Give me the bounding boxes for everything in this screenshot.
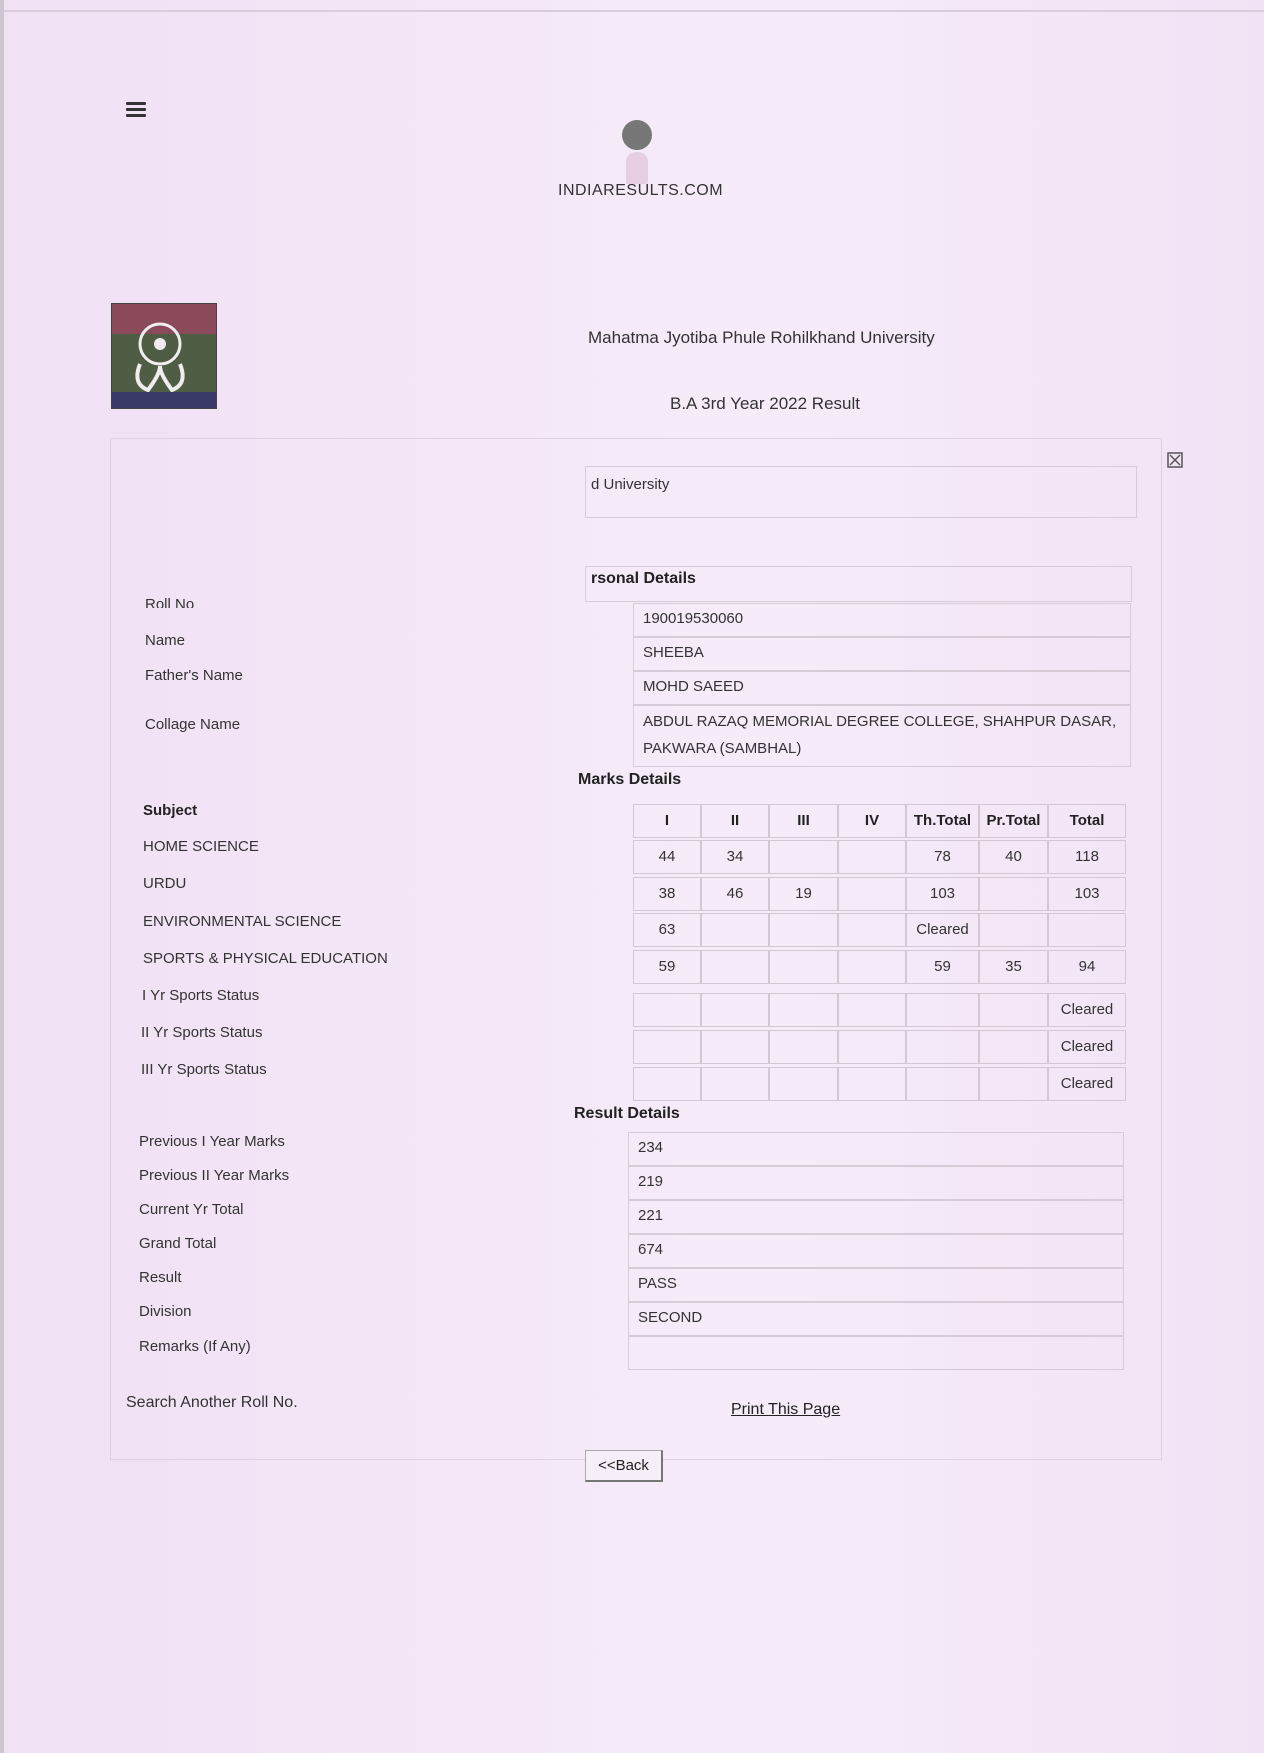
marks-col-header: II: [701, 804, 769, 838]
label-father-name: Father's Name: [145, 667, 243, 684]
value-college-name: [633, 705, 1131, 767]
result-value: 674: [628, 1234, 1124, 1268]
marks-subject-label: SPORTS & PHYSICAL EDUCATION: [143, 950, 388, 967]
result-label: Current Yr Total: [139, 1201, 244, 1218]
marks-cell: 94: [1048, 950, 1126, 984]
university-partial-text: d University: [591, 476, 670, 493]
marks-cell: [633, 993, 701, 1027]
college-name-line2: PAKWARA (SAMBHAL): [643, 740, 802, 757]
marks-cell: [769, 993, 838, 1027]
marks-cell: 46: [701, 877, 769, 911]
marks-cell: [838, 877, 906, 911]
marks-cell: [838, 1030, 906, 1064]
marks-cell: Cleared: [1048, 1030, 1126, 1064]
value-father-name: MOHD SAEED: [633, 671, 1131, 705]
marks-subject-label: III Yr Sports Status: [141, 1061, 267, 1078]
marks-cell: 103: [906, 877, 979, 911]
result-details-heading: Result Details: [574, 1105, 680, 1122]
exam-title: B.A 3rd Year 2022 Result: [670, 394, 860, 413]
search-another-roll-link[interactable]: Search Another Roll No.: [126, 1394, 298, 1411]
marks-subject-label: ENVIRONMENTAL SCIENCE: [143, 913, 342, 930]
marks-cell: Cleared: [1048, 1067, 1126, 1101]
scan-edge-left: [0, 0, 4, 1753]
marks-cell: [633, 1067, 701, 1101]
marks-subject-label: URDU: [143, 875, 187, 892]
marks-cell: Cleared: [1048, 993, 1126, 1027]
marks-cell: [769, 1030, 838, 1064]
scan-edge-top: [0, 10, 1264, 12]
marks-cell: Cleared: [906, 913, 979, 947]
label-name: Name: [145, 632, 186, 649]
marks-cell: 59: [633, 950, 701, 984]
marks-subject-label: HOME SCIENCE: [143, 838, 259, 855]
marks-cell: [906, 1030, 979, 1064]
marks-cell: 118: [1048, 840, 1126, 874]
marks-cell: [633, 1030, 701, 1064]
marks-cell: 78: [906, 840, 979, 874]
marks-cell: [838, 993, 906, 1027]
value-roll-no: 190019530060: [633, 603, 1131, 637]
result-value: 219: [628, 1166, 1124, 1200]
marks-cell: [838, 913, 906, 947]
marks-subject-label: I Yr Sports Status: [142, 987, 260, 1004]
marks-cell: [979, 1030, 1048, 1064]
marks-cell: [701, 913, 769, 947]
marks-col-header: Total: [1048, 804, 1126, 838]
print-page-link[interactable]: Print This Page: [731, 1401, 841, 1418]
university-emblem: [111, 303, 217, 409]
close-icon[interactable]: [1167, 452, 1183, 468]
marks-col-header: Th.Total: [906, 804, 979, 838]
result-label: Previous II Year Marks: [139, 1167, 290, 1184]
result-label: Remarks (If Any): [139, 1338, 251, 1355]
marks-cell: 38: [633, 877, 701, 911]
value-name: SHEEBA: [633, 637, 1131, 671]
subject-header: Subject: [143, 802, 198, 819]
result-value: PASS: [628, 1268, 1124, 1302]
marks-col-header: III: [769, 804, 838, 838]
marks-cell: [701, 993, 769, 1027]
marks-cell: [769, 913, 838, 947]
marks-cell: [701, 1067, 769, 1101]
marks-cell: 19: [769, 877, 838, 911]
marks-cell: [1048, 913, 1126, 947]
site-logo-mark-icon: [620, 118, 654, 184]
result-value: 221: [628, 1200, 1124, 1234]
label-roll-no: Roll No: [145, 596, 195, 608]
result-label: Result: [139, 1269, 182, 1286]
marks-cell: 34: [701, 840, 769, 874]
marks-cell: [701, 950, 769, 984]
marks-cell: [769, 1067, 838, 1101]
marks-cell: 40: [979, 840, 1048, 874]
personal-details-heading: rsonal Details: [591, 570, 696, 587]
marks-cell: 59: [906, 950, 979, 984]
label-college-name: Collage Name: [145, 716, 241, 733]
marks-cell: [769, 840, 838, 874]
marks-cell: [979, 877, 1048, 911]
marks-cell: 44: [633, 840, 701, 874]
marks-cell: [838, 840, 906, 874]
marks-cell: [979, 1067, 1048, 1101]
marks-cell: [906, 1067, 979, 1101]
site-logo-text: INDIARESULTS.COM: [558, 182, 724, 199]
result-value: 234: [628, 1132, 1124, 1166]
marks-col-header: Pr.Total: [979, 804, 1048, 838]
university-title: Mahatma Jyotiba Phule Rohilkhand University: [588, 328, 935, 347]
result-value: SECOND: [628, 1302, 1124, 1336]
site-logo[interactable]: [558, 118, 724, 208]
marks-cell: 35: [979, 950, 1048, 984]
result-label: Grand Total: [139, 1235, 217, 1252]
result-label: Previous I Year Marks: [139, 1133, 285, 1150]
marks-details-heading: Marks Details: [578, 771, 682, 788]
result-label: Division: [139, 1303, 192, 1320]
marks-col-header: I: [633, 804, 701, 838]
marks-cell: [979, 913, 1048, 947]
menu-icon[interactable]: [126, 102, 146, 118]
college-name-line1: ABDUL RAZAQ MEMORIAL DEGREE COLLEGE, SHAHPUR DASAR,: [643, 713, 1117, 730]
back-button[interactable]: <<Back: [585, 1450, 663, 1482]
marks-cell: 63: [633, 913, 701, 947]
marks-cell: [838, 950, 906, 984]
marks-col-header: IV: [838, 804, 906, 838]
marks-cell: [838, 1067, 906, 1101]
marks-cell: [906, 993, 979, 1027]
marks-subject-label: II Yr Sports Status: [141, 1024, 263, 1041]
marks-cell: [979, 993, 1048, 1027]
result-value: [628, 1336, 1124, 1370]
marks-cell: 103: [1048, 877, 1126, 911]
marks-cell: [769, 950, 838, 984]
marks-cell: [701, 1030, 769, 1064]
